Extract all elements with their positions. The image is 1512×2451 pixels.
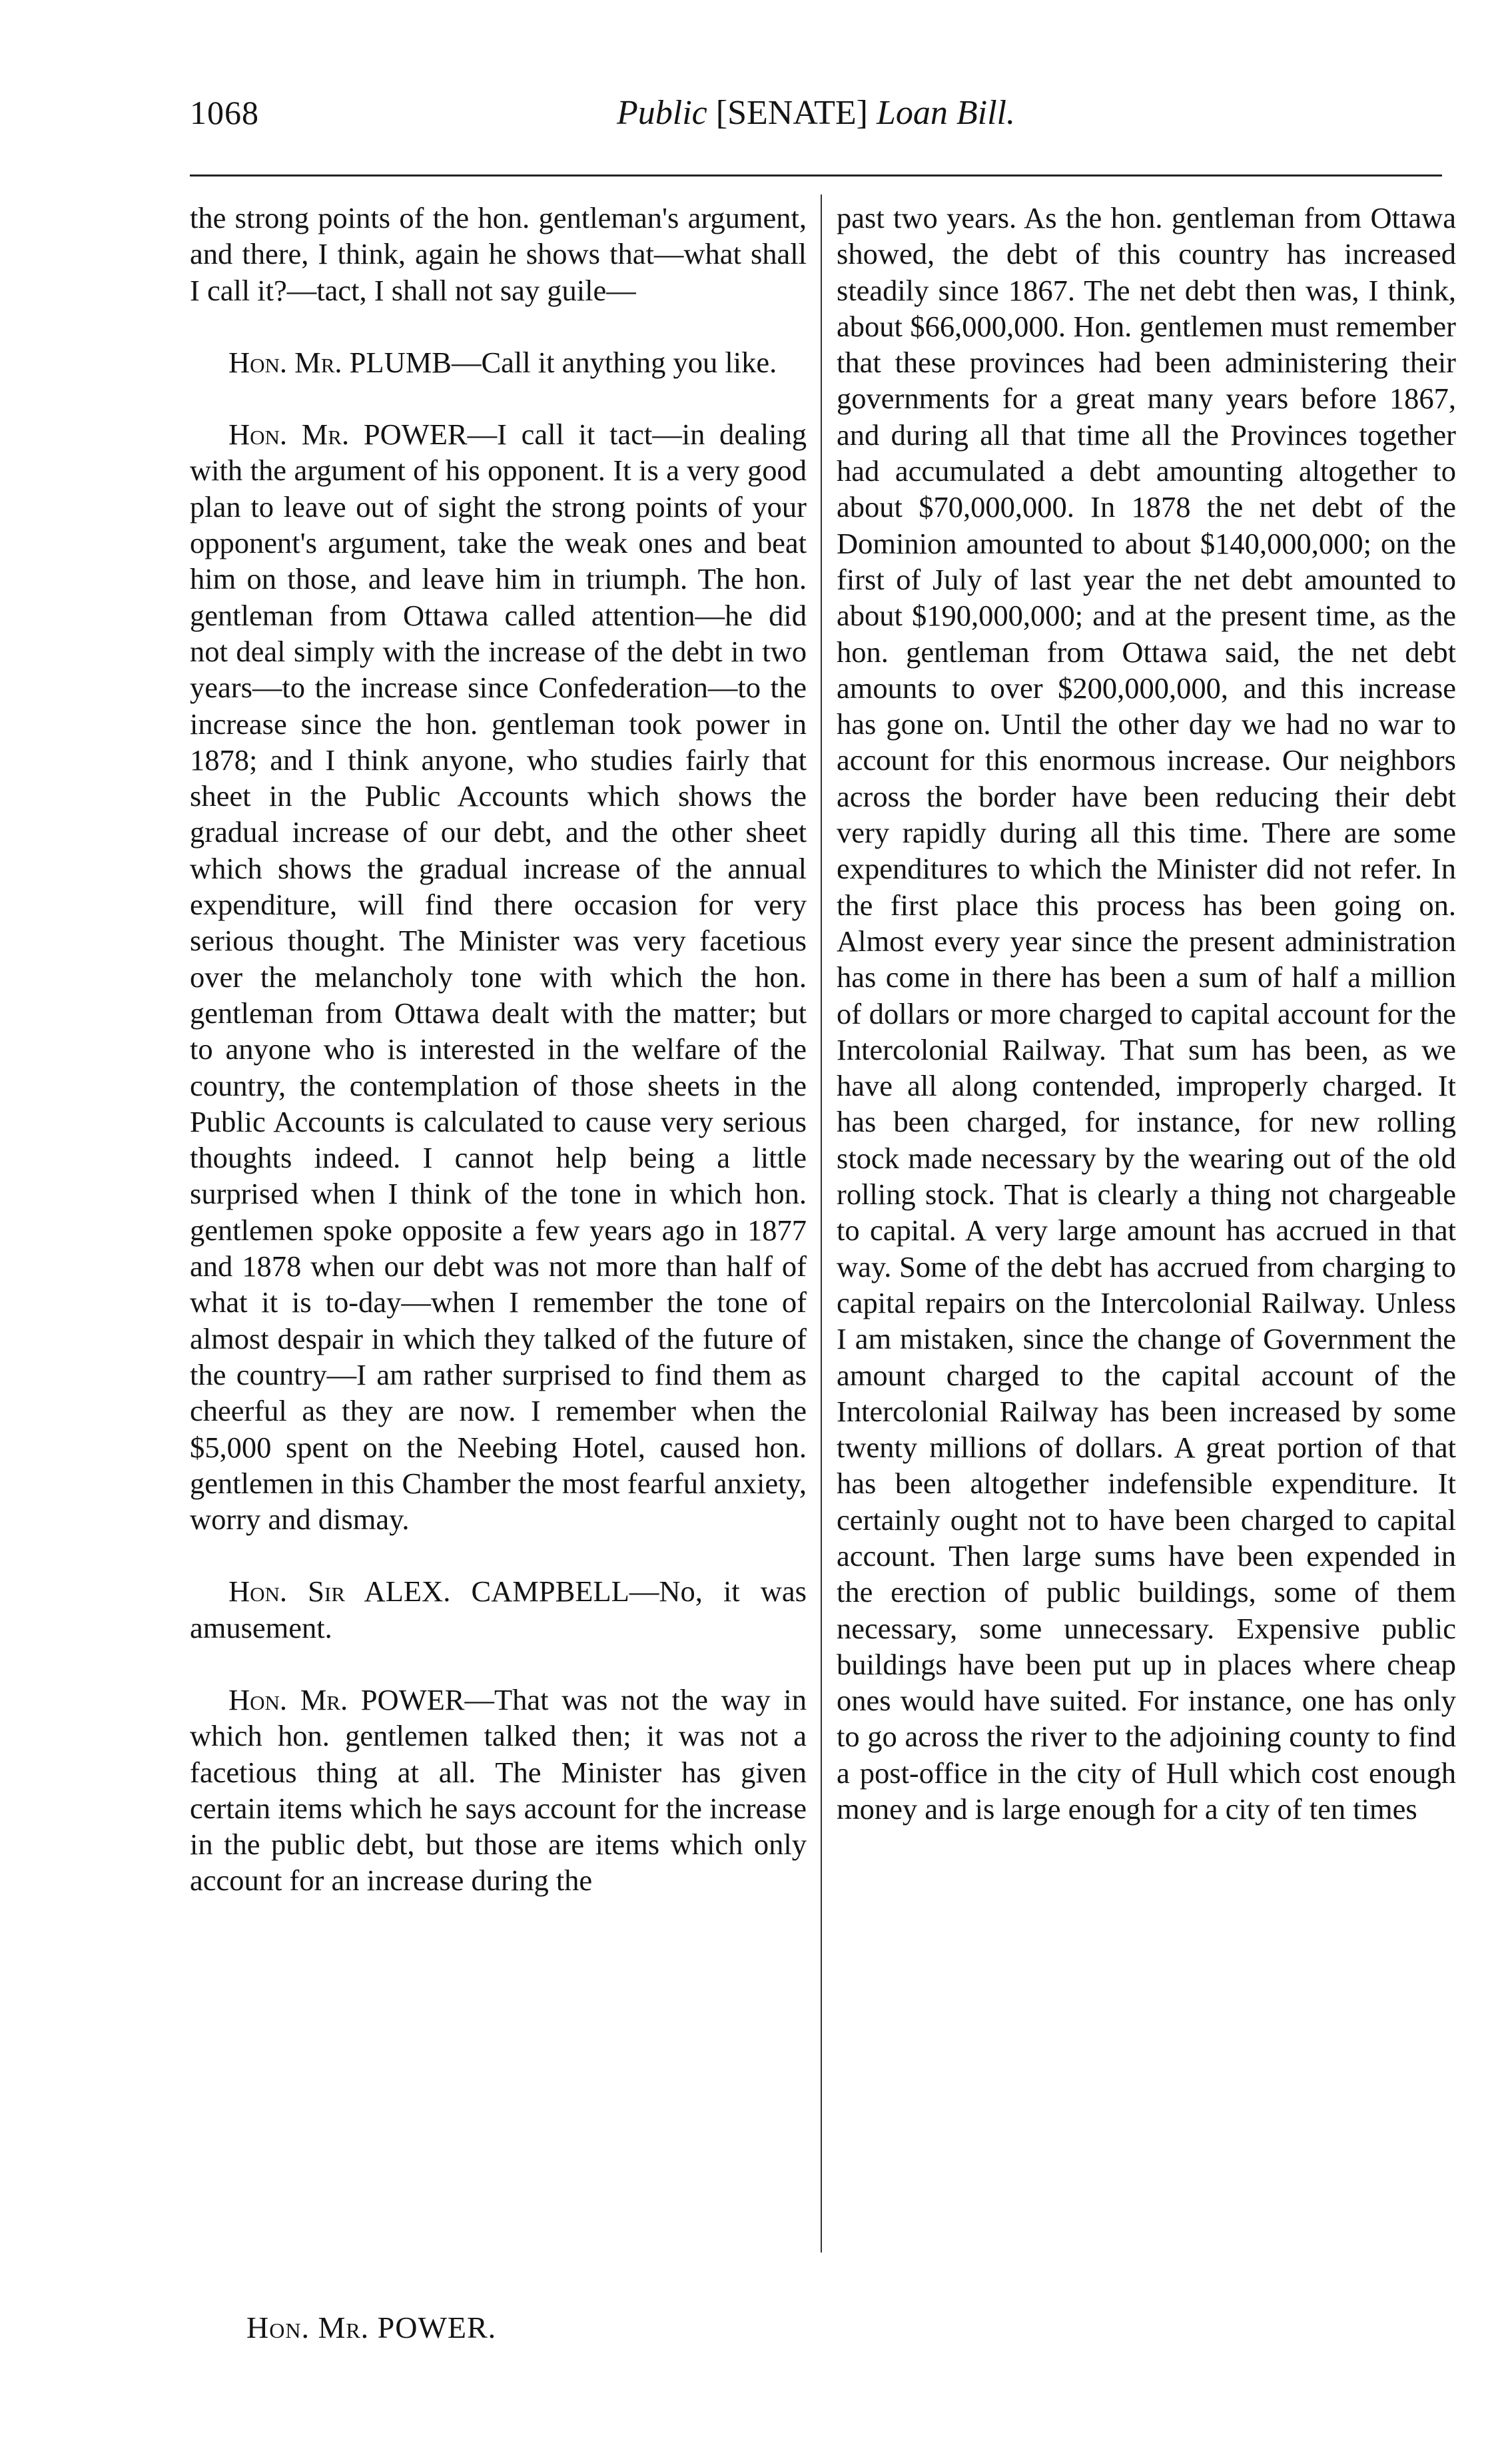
running-head-senate: [SENATE]: [707, 94, 877, 132]
speaker-name: Hon. Mr. POWER: [228, 418, 468, 452]
running-head-loan-bill: Loan Bill.: [876, 94, 1015, 132]
header-rule: [190, 175, 1442, 176]
speech-text: —I call it tact—in dealing with the argument of his opponent. It is a very good plan to leave out of sight the strong points of your opponent's argument, take the weak ones and beat him on those, and leave him in triumph. The hon. gentleman from Ottawa called attention—he did not deal simply with the increase of the debt in two years—to the increase since Confederation—to the increase since the hon. gentleman took power in 1878; and I think anyone, who studies fairly that sheet in the Public Accounts which shows the gradual increase of our debt, and the other sheet which shows the gradual increase of the annual expenditure, will find there occasion for very serious thought. The Minister was very facetious over the melancholy tone with which the hon. gentleman from Ottawa dealt with the matter; but to anyone who is interested in the welfare of the country, the contemplation of those sheets in the Public Accounts is calculated to cause very serious thoughts indeed. I cannot help being a little surprised when I think of the tone in which hon. gentlemen spoke opposite a few years ago in 1877 and 1878 when our debt was not more than half of what it is to-day—when I remember the tone of almost despair in which they talked of the future of the country—I am rather surprised to find them as cheerful as they are now. I remember when the $5,000 spent on the Neebing Hotel, caused hon. gentlemen in this Chamber the most fearful anxiety, worry and dismay.: [190, 418, 807, 1537]
left-column: [190, 200, 807, 1899]
speaker-name: Hon. Mr. POWER: [228, 1682, 465, 1716]
speaker-name: Hon. Sir ALEX. CAMPBELL: [228, 1575, 629, 1608]
running-head: [190, 93, 1442, 133]
running-head-public: Public: [617, 94, 707, 132]
speech-campbell: [190, 1573, 807, 1646]
speech-text: —Call it anything you like.: [451, 345, 777, 379]
speech-power-2: [190, 1682, 807, 1899]
page-number: 1068: [190, 94, 259, 131]
right-column: [837, 200, 1456, 1827]
speaker-name: Hon. Mr. PLUMB: [228, 345, 452, 379]
column-divider: [821, 194, 822, 2253]
speech-power-1: [190, 416, 807, 1537]
footer-catchword: Hon. Mr. POWER.: [246, 2310, 497, 2344]
left-paragraph-continued: the strong points of the hon. gentleman's argument, and there, I think, again he shows that—what shall I call it?—tact, I shall not say guile—: [190, 201, 807, 307]
speech-text: —That was not the way in which hon. gentlemen talked then; it was not a facetious thing at all. The Minister has given certain items which he says account for the increase in the public debt, but those are items which only account for an increase during the: [190, 1682, 807, 1898]
speech-plumb: [190, 344, 807, 380]
speech-text: —No, it was amusement.: [190, 1575, 807, 1644]
page-header: [190, 93, 1442, 140]
right-paragraph-continued: past two years. As the hon. gentleman from Ottawa showed, the debt of this country has increased steadily since 1867. The net debt then was, I think, about $66,000,000. Hon. gentlemen must remember that these provinces had been administering their governments for a great many years before 1867, and during all that time all the Provinces together had accumulated a debt amounting altogether to about $70,000,000. In 1878 the net debt of the Dominion amounted to about $140,000,000; on the first of July of last year the net debt amounted to about $190,000,000; and at the present time, as the hon. gentleman from Ottawa said, the net debt amounts to over $200,000,000, and this increase has gone on. Until the other day we had no war to account for this enormous increase. Our neighbors across the border have been reducing their debt very rapidly during all this time. There are some expenditures to which the Minister did not refer. In the first place this process has been going on. Almost every year since the present administration has come in there has been a sum of half a million of dollars or more charged to capital account for the Intercolonial Railway. That sum has been, as we have all along contended, improperly charged. It has been charged, for instance, for new rolling stock made necessary by the wearing out of the old rolling stock. That is clearly a thing not chargeable to capital. A very large amount has accrued in that way. Some of the debt has accrued from charging to capital repairs on the Intercolonial Railway. Unless I am mistaken, since the change of Government the amount charged to the capital account of the Intercolonial Railway has been increased by some twenty millions of dollars. A great portion of that has been altogether indefensible expenditure. It certainly ought not to have been charged to capital account. Then large sums have been expended in the erection of public buildings, some of them necessary, some unnecessary. Expensive public buildings have been put up in places where cheap ones would have suited. For instance, one has only to go across the river to the adjoining county to find a post-office in the city of Hull which cost enough money and is large enough for a city of ten times: [837, 201, 1456, 1826]
